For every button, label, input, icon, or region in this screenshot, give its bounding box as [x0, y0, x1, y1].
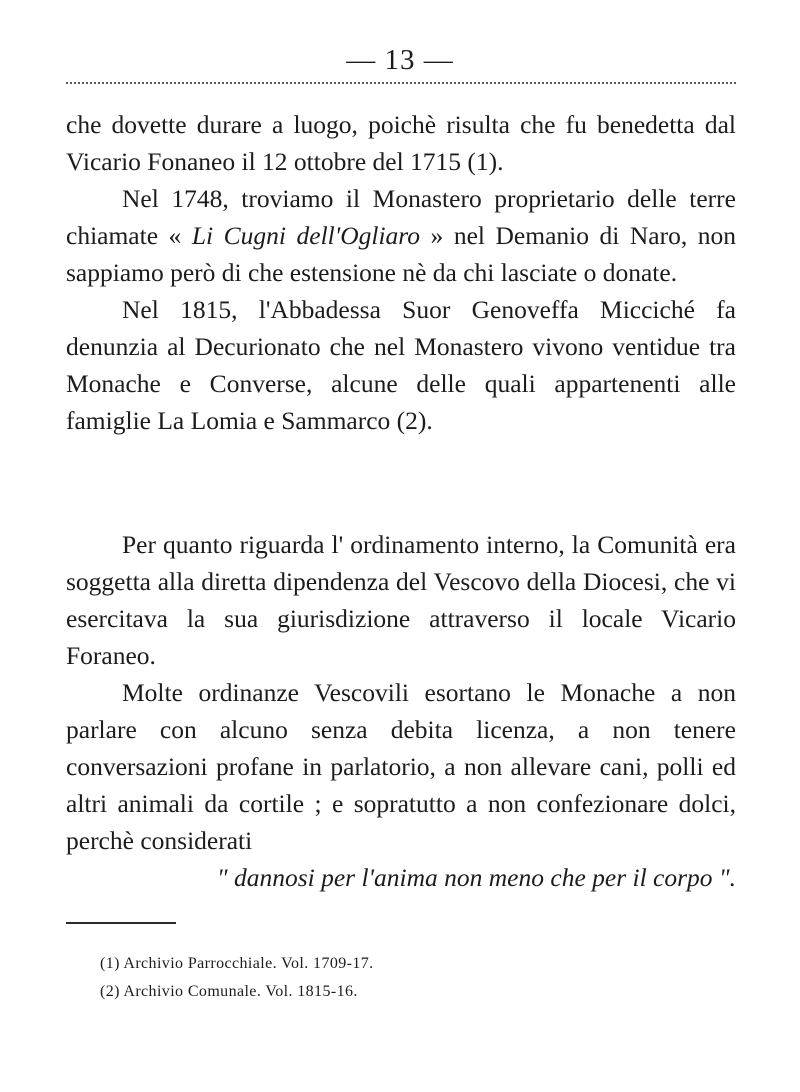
paragraph-4: Per quanto riguarda l' ordinamento interno, la Comunità era soggetta alla diretta dipendenza del Vescovo della Diocesi, che vi esercitava la sua giurisdizione attraverso il locale Vicario Foraneo. [66, 530, 736, 670]
paragraph-1: che dovette durare a luogo, poichè risulta che fu benedetta dal Vicario Fonaneo il 12 ottobre del 1715 (1). [66, 110, 736, 176]
italic-quote-line: " dannosi per l'anima non meno che per il corpo ". [216, 863, 736, 892]
footnote-2: (2) Archivio Comunale. Vol. 1815-16. [100, 983, 358, 1000]
paragraph-5: Molte ordinanze Vescovili esortano le Monache a non parlare con alcuno senza debita licenza, a non tenere conversazioni profane in parlatorio, a non allevare cani, polli ed altri animali da cortile ; e sopratutto a non confezionare dolci, perchè considerati [66, 678, 736, 855]
paragraph-2 [66, 180, 736, 291]
footnote-separator [66, 922, 176, 924]
paragraph-3: Nel 1815, l'Abbadessa Suor Genoveffa Micciché fa denunzia al Decurionato che nel Monastero vivono ventidue tra Monache e Converse, alcune delle quali appartenenti alle famiglie La Lomia e Sammarco (2). [66, 295, 736, 435]
paragraph-2-text-after: » nel Demanio di Naro, non sappiamo però di che estensione nè da chi lasciate o donate. [66, 221, 736, 287]
text-section-1 [66, 106, 736, 439]
page-number: — 13 — [346, 44, 454, 76]
place-name-italic: Li Cugni dell'Ogliaro [191, 221, 421, 250]
header-dotted-rule [66, 82, 736, 84]
footnotes [100, 950, 700, 1006]
text-section-2 [66, 526, 736, 896]
footnote-1: (1) Archivio Parrocchiale. Vol. 1709-17. [100, 955, 374, 972]
paragraph-2-text-before: Nel 1748, troviamo il Monastero proprietario delle terre chiamate « [66, 184, 736, 250]
